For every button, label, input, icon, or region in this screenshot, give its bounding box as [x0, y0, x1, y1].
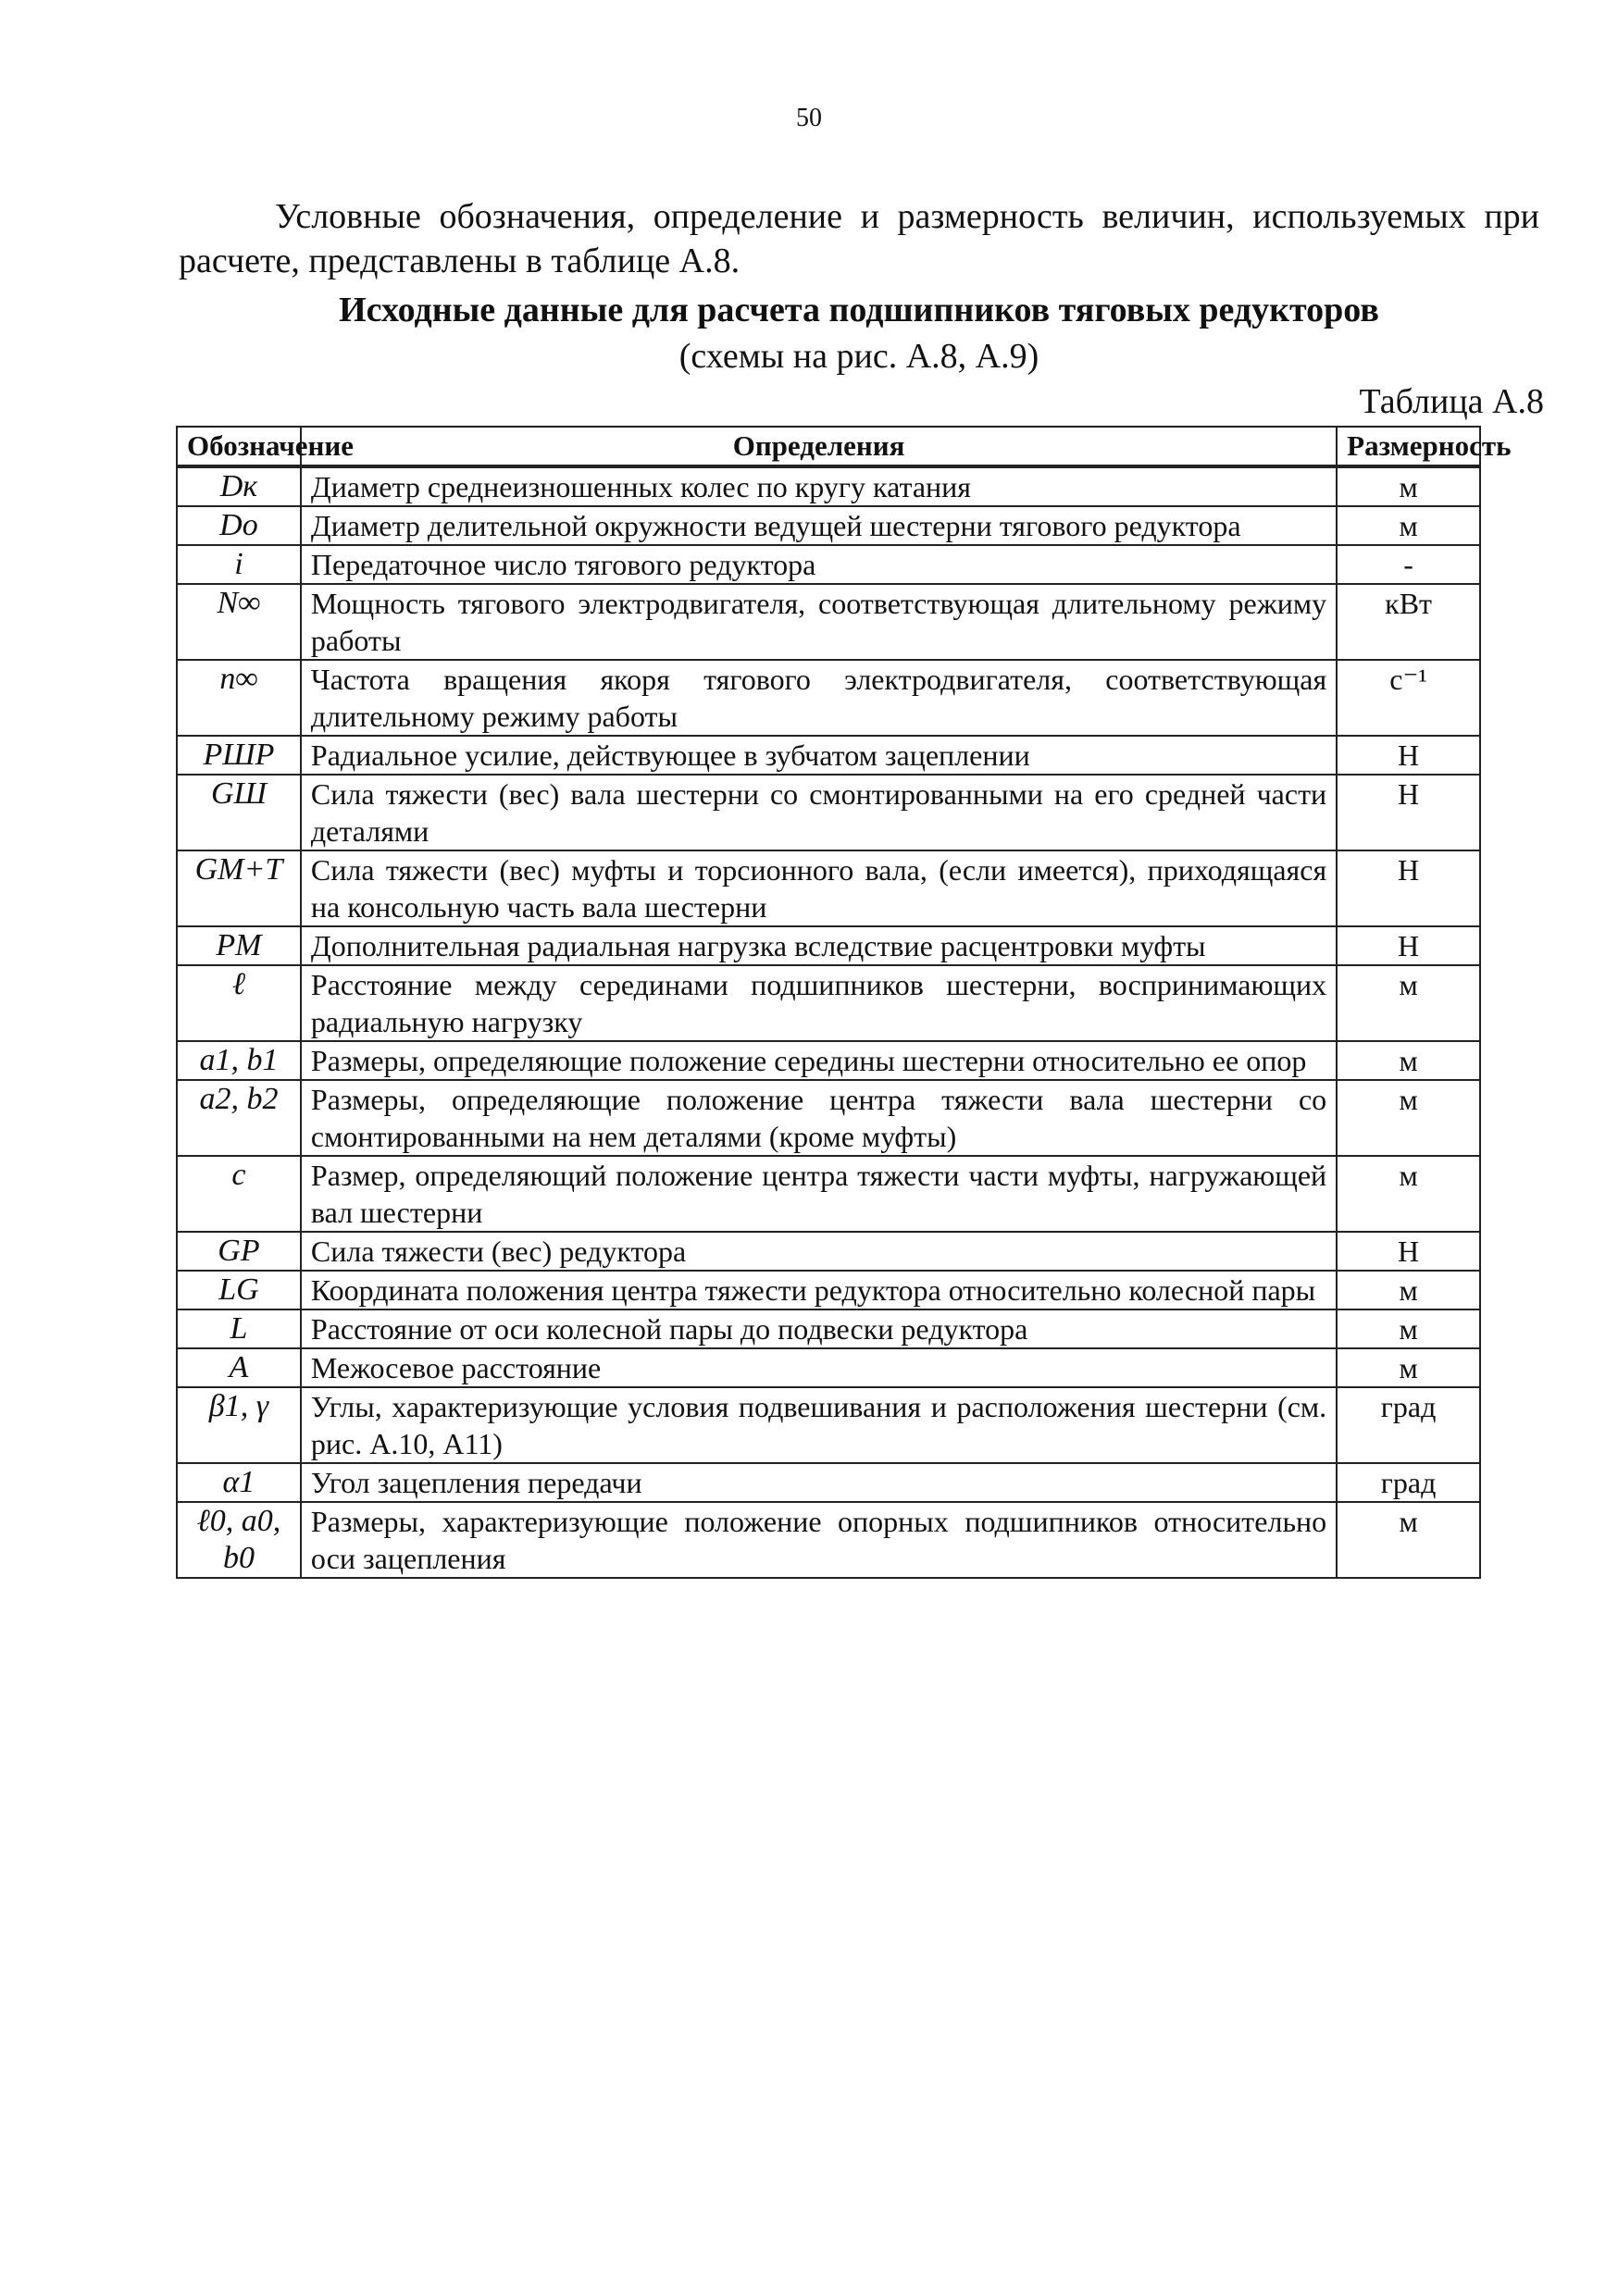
- unit-cell: м: [1337, 1309, 1480, 1348]
- symbol-cell: c: [177, 1156, 301, 1232]
- unit-cell: Н: [1337, 775, 1480, 850]
- definition-cell: Размер, определяющий положение центра тяжести части муфты, нагружающей вал шестерни: [301, 1156, 1337, 1232]
- unit-cell: м: [1337, 1156, 1480, 1232]
- table-row: [177, 1502, 1480, 1578]
- table-title-line2: (схемы на рис. А.8, А.9): [678, 337, 1039, 376]
- definition-cell: Углы, характеризующие условия подвешивания и расположения шестерни (см. рис. А.10, А11): [301, 1387, 1337, 1463]
- table-row: [177, 1348, 1480, 1387]
- symbol-cell: β1, γ: [177, 1387, 301, 1463]
- unit-cell: с⁻¹: [1337, 660, 1480, 736]
- table-row: [177, 850, 1480, 926]
- symbol-cell: PМ: [177, 926, 301, 965]
- unit-cell: град: [1337, 1387, 1480, 1463]
- table-title-line1: Исходные данные для расчета подшипников тяговых редукторов: [339, 291, 1379, 329]
- table-row: [177, 1387, 1480, 1463]
- definition-cell: Координата положения центра тяжести редуктора относительно колесной пары: [301, 1271, 1337, 1309]
- definition-cell: Размеры, определяющие положение середины шестерни относительно ее опор: [301, 1041, 1337, 1080]
- symbol-cell: α1: [177, 1463, 301, 1502]
- table-body: [177, 466, 1480, 1578]
- unit-cell: Н: [1337, 736, 1480, 775]
- table-row: [177, 926, 1480, 965]
- symbol-cell: N∞: [177, 584, 301, 660]
- definition-cell: Сила тяжести (вес) редуктора: [301, 1232, 1337, 1271]
- table-row: [177, 1080, 1480, 1156]
- definitions-table: [176, 426, 1512, 1579]
- unit-cell: м: [1337, 1348, 1480, 1387]
- symbol-cell: A: [177, 1348, 301, 1387]
- table-row: [177, 1156, 1480, 1232]
- symbol-cell: i: [177, 545, 301, 584]
- unit-cell: м: [1337, 1271, 1480, 1309]
- definition-cell: Диаметр среднеизношенных колес по кругу катания: [301, 466, 1337, 506]
- unit-cell: м: [1337, 1041, 1480, 1080]
- definition-cell: Размеры, характеризующие положение опорных подшипников относительно оси зацепления: [301, 1502, 1337, 1578]
- definition-cell: Передаточное число тягового редуктора: [301, 545, 1337, 584]
- table-header-row: [177, 427, 1480, 466]
- definition-cell: Частота вращения якоря тягового электродвигателя, соответствующая длительному режиму работы: [301, 660, 1337, 736]
- definition-cell: Сила тяжести (вес) муфты и торсионного вала, (если имеется), приходящаяся на консольную часть вала шестерни: [301, 850, 1337, 926]
- symbol-cell: GР: [177, 1232, 301, 1271]
- page-number: 50: [796, 104, 822, 132]
- table-row: [177, 584, 1480, 660]
- definition-cell: Сила тяжести (вес) вала шестерни со смонтированными на его средней части деталями: [301, 775, 1337, 850]
- table-row: [177, 660, 1480, 736]
- table-label: Таблица А.8: [1359, 382, 1544, 421]
- definition-cell: Дополнительная радиальная нагрузка вследствие расцентровки муфты: [301, 926, 1337, 965]
- table-row: [177, 1271, 1480, 1309]
- unit-cell: град: [1337, 1463, 1480, 1502]
- symbol-cell: Do: [177, 506, 301, 545]
- unit-cell: м: [1337, 965, 1480, 1041]
- table-row: [177, 466, 1480, 506]
- symbol-cell: GШ: [177, 775, 301, 850]
- symbol-cell: GМ+Т: [177, 850, 301, 926]
- header-unit: Размерность: [1337, 427, 1480, 466]
- symbol-cell: Dк: [177, 466, 301, 506]
- unit-cell: м: [1337, 1502, 1480, 1578]
- table-row: [177, 736, 1480, 775]
- header-symbol: Обозначение: [177, 427, 301, 466]
- definition-cell: Диаметр делительной окружности ведущей шестерни тягового редуктора: [301, 506, 1337, 545]
- header-definition: Определения: [301, 427, 1337, 466]
- definition-cell: Расстояние между серединами подшипников шестерни, воспринимающих радиальную нагрузку: [301, 965, 1337, 1041]
- table-row: [177, 1041, 1480, 1080]
- symbol-cell: ℓ: [177, 965, 301, 1041]
- unit-cell: Н: [1337, 926, 1480, 965]
- definition-cell: Размеры, определяющие положение центра тяжести вала шестерни со смонтированными на нем деталями (кроме муфты): [301, 1080, 1337, 1156]
- definition-cell: Мощность тягового электродвигателя, соответствующая длительному режиму работы: [301, 584, 1337, 660]
- table-row: [177, 1309, 1480, 1348]
- unit-cell: м: [1337, 1080, 1480, 1156]
- definition-cell: Межосевое расстояние: [301, 1348, 1337, 1387]
- symbol-cell: L: [177, 1309, 301, 1348]
- table-row: [177, 1463, 1480, 1502]
- unit-cell: -: [1337, 545, 1480, 584]
- unit-cell: м: [1337, 506, 1480, 545]
- table-row: [177, 1232, 1480, 1271]
- symbol-cell: a1, b1: [177, 1041, 301, 1080]
- symbol-cell: n∞: [177, 660, 301, 736]
- unit-cell: м: [1337, 466, 1480, 506]
- definition-cell: Радиальное усилие, действующее в зубчатом зацеплении: [301, 736, 1337, 775]
- symbol-cell: PШР: [177, 736, 301, 775]
- table-row: [177, 965, 1480, 1041]
- definition-cell: Расстояние от оси колесной пары до подвески редуктора: [301, 1309, 1337, 1348]
- intro-paragraph: [179, 194, 1539, 283]
- definition-cell: Угол зацепления передачи: [301, 1463, 1337, 1502]
- unit-cell: кВт: [1337, 584, 1480, 660]
- unit-cell: Н: [1337, 850, 1480, 926]
- symbol-cell: ℓ0, a0, b0: [177, 1502, 301, 1578]
- table-row: [177, 506, 1480, 545]
- table-row: [177, 545, 1480, 584]
- intro-text: Условные обозначения, определение и размерность величин, используемых при расчете, представлены в таблице А.8.: [179, 197, 1539, 280]
- symbol-cell: LG: [177, 1271, 301, 1309]
- table-row: [177, 775, 1480, 850]
- unit-cell: Н: [1337, 1232, 1480, 1271]
- table-title: [179, 287, 1539, 379]
- symbol-cell: a2, b2: [177, 1080, 301, 1156]
